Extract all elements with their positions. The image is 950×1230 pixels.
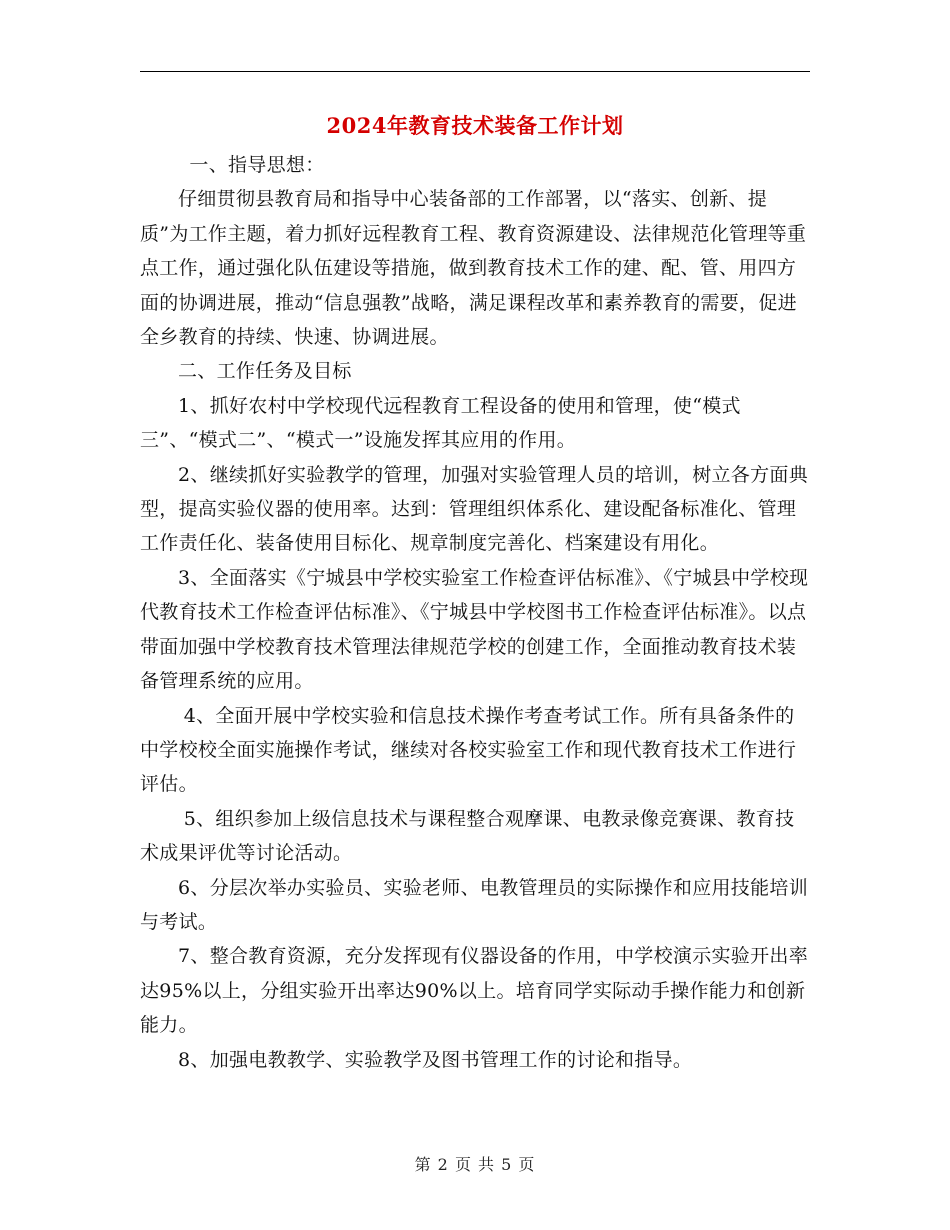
document-title: 2024年教育技术装备工作计划: [326, 113, 624, 138]
paragraph-guiding-thought: 仔细贯彻县教育局和指导中心装备部的工作部署，以“落实、创新、提质”为工作主题，着力抓好远程教育工程、教育资源建设、法律规范化管理等重点工作，通过强化队伍建设等措施，做到教育技术工作的建、配、管、用四方面的协调进展，推动“信息强教”战略，满足课程改革和素养教育的需要，促进全乡教育的持续、快速、协调进展。: [140, 188, 807, 349]
paragraph-item-5: 5、组织参加上级信息技术与课程整合观摩课、电教录像竞赛课、教育技术成果评优等讨论活动。: [140, 807, 795, 865]
paragraph-item-6: 6、分层次举办实验员、实验老师、电教管理员的实际操作和应用技能培训与考试。: [140, 876, 808, 933]
paragraph-item-2: 2、继续抓好实验教学的管理，加强对实验管理人员的培训，树立各方面典型，提高实验仪器的使用率。达到：管理组织体系化、建设配备标准化、管理工作责任化、装备使用目标化、规章制度完善化、档案建设有用化。: [140, 463, 808, 555]
document-body: [140, 148, 810, 1077]
section-heading-tasks-goals: 二、工作任务及目标: [178, 360, 352, 383]
paragraph-item-3: 3、全面落实《宁城县中学校实验室工作检查评估标准》、《宁城县中学校现代教育技术工作检查评估标准》、《宁城县中学校图书工作检查评估标准》。以点带面加强中学校教育技术管理法律规范学校的创建工作，全面推动教育技术装备管理系统的应用。: [140, 566, 809, 693]
paragraph-item-8: 8、加强电教教学、实验教学及图书管理工作的讨论和指导。: [178, 1048, 693, 1071]
header-rule: [140, 71, 810, 72]
page-number-footer: 第 2 页 共 5 页: [414, 1155, 536, 1174]
paragraph-item-7: 7、整合教育资源，充分发挥现有仪器设备的作用，中学校演示实验开出率达95%以上，分组实验开出率达90%以上。培育同学实际动手操作能力和创新能力。: [140, 945, 808, 1037]
paragraph-item-1: 1、抓好农村中学校现代远程教育工程设备的使用和管理，使“模式三”、“模式二”、“模式一”设施发挥其应用的作用。: [140, 394, 741, 452]
paragraph-item-4: 4、全面开展中学校实验和信息技术操作考查考试工作。所有具备条件的中学校校全面实施操作考试，继续对各校实验室工作和现代教育技术工作进行评估。: [140, 704, 797, 796]
section-heading-guiding-thought: 一、指导思想：: [189, 154, 325, 176]
